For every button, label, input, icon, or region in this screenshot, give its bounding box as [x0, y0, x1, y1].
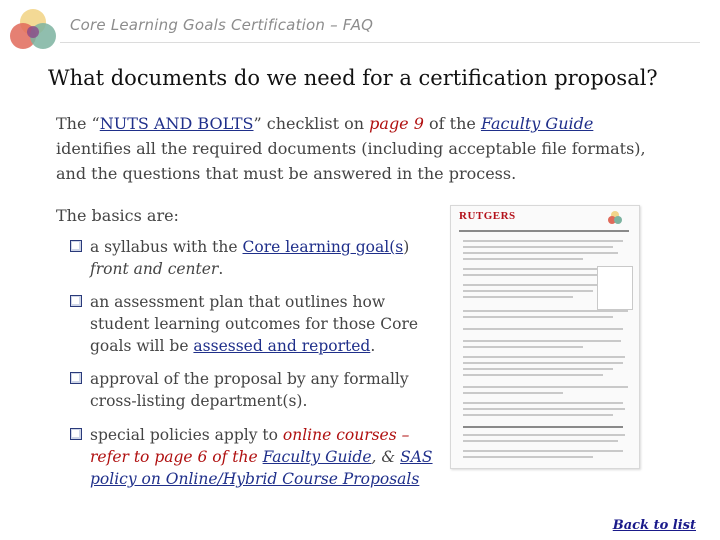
doc-text-line: [463, 268, 603, 270]
basics-label: The basics are:: [56, 206, 179, 225]
doc-text-line: [463, 316, 613, 318]
doc-text-line: [463, 290, 593, 292]
doc-text-line: [463, 402, 623, 404]
doc-text-line: [463, 252, 618, 254]
doc-text-line: [463, 392, 563, 394]
checkbox-bullet-icon: [70, 372, 82, 384]
bullet-text: ): [403, 238, 410, 256]
nuts-and-bolts-link[interactable]: NUTS AND BOLTS: [99, 114, 254, 133]
doc-text-line: [463, 258, 583, 260]
doc-text-line: [463, 362, 623, 364]
doc-text-line: [463, 356, 625, 358]
doc-text-line: [463, 284, 601, 286]
back-to-list-link[interactable]: Back to list: [612, 518, 696, 533]
doc-text-line: [463, 346, 583, 348]
checkbox-bullet-icon: [70, 240, 82, 252]
doc-text-line: [463, 408, 625, 410]
intro-paragraph: [56, 111, 666, 186]
intro-text-2: ” checklist on: [253, 114, 370, 133]
doc-text-line: [463, 296, 573, 298]
checkbox-bullet-icon: [70, 295, 82, 307]
bullet-text: , &: [371, 448, 401, 466]
bullet-emphasis: online courses – refer to page 6 of the: [90, 426, 410, 466]
doc-sidebox: [597, 266, 633, 310]
core-logo-icon: [4, 4, 62, 56]
intro-text-4: identifies all the required documents (including acceptable file formats), and the questions that must be answered in the process.: [56, 139, 646, 183]
rutgers-logo: RUTGERS: [459, 210, 516, 222]
doc-text-line: [463, 274, 598, 276]
core-mini-logo-icon: [607, 210, 623, 226]
assessed-and-reported-link[interactable]: assessed and reported: [193, 337, 371, 355]
doc-text-line: [463, 434, 625, 436]
page-title: What documents do we need for a certification proposal?: [48, 66, 658, 90]
doc-text-line: [463, 340, 621, 342]
doc-header-line: [463, 426, 623, 428]
intro-text-1: The “: [56, 114, 100, 133]
faculty-guide-link[interactable]: Faculty Guide: [480, 114, 594, 133]
doc-text-line: [463, 368, 613, 370]
doc-text-line: [463, 414, 613, 416]
core-learning-goals-link[interactable]: Core learning goal(s: [242, 238, 404, 256]
intro-text-3: of the: [423, 114, 481, 133]
doc-header-line: [459, 230, 629, 232]
header-title: Core Learning Goals Certification – FAQ: [70, 16, 374, 34]
bullet-text: .: [370, 337, 376, 355]
header-divider: [60, 42, 700, 43]
bullet-text: approval of the proposal by any formally cross-listing department(s).: [90, 370, 409, 410]
bullet-text: special policies apply to: [90, 426, 283, 444]
doc-text-line: [463, 310, 628, 312]
faculty-guide-link[interactable]: Faculty Guide: [262, 448, 372, 466]
doc-text-line: [463, 440, 618, 442]
list-item: [70, 291, 440, 357]
bullet-text: .: [218, 260, 224, 278]
bullet-text: a syllabus with the: [90, 238, 243, 256]
doc-text-line: [463, 240, 623, 242]
sas-policy-link[interactable]: SAS policy on Online/Hybrid Course Proposals: [90, 448, 433, 488]
doc-text-line: [463, 386, 628, 388]
doc-text-line: [463, 246, 613, 248]
list-item: [70, 424, 440, 490]
page-reference: page 9: [369, 114, 424, 133]
checkbox-bullet-icon: [70, 428, 82, 440]
bullet-text: an assessment plan that outlines how student learning outcomes for those Core goals will be: [90, 293, 419, 355]
bullet-emphasis: front and center: [90, 260, 219, 278]
doc-text-line: [463, 328, 623, 330]
doc-text-line: [463, 374, 603, 376]
doc-text-line: [463, 450, 623, 452]
list-item: [70, 368, 440, 412]
checklist-document-thumbnail: [450, 205, 640, 469]
list-item: [70, 236, 440, 280]
header: [0, 0, 720, 58]
doc-text-line: [463, 456, 593, 458]
